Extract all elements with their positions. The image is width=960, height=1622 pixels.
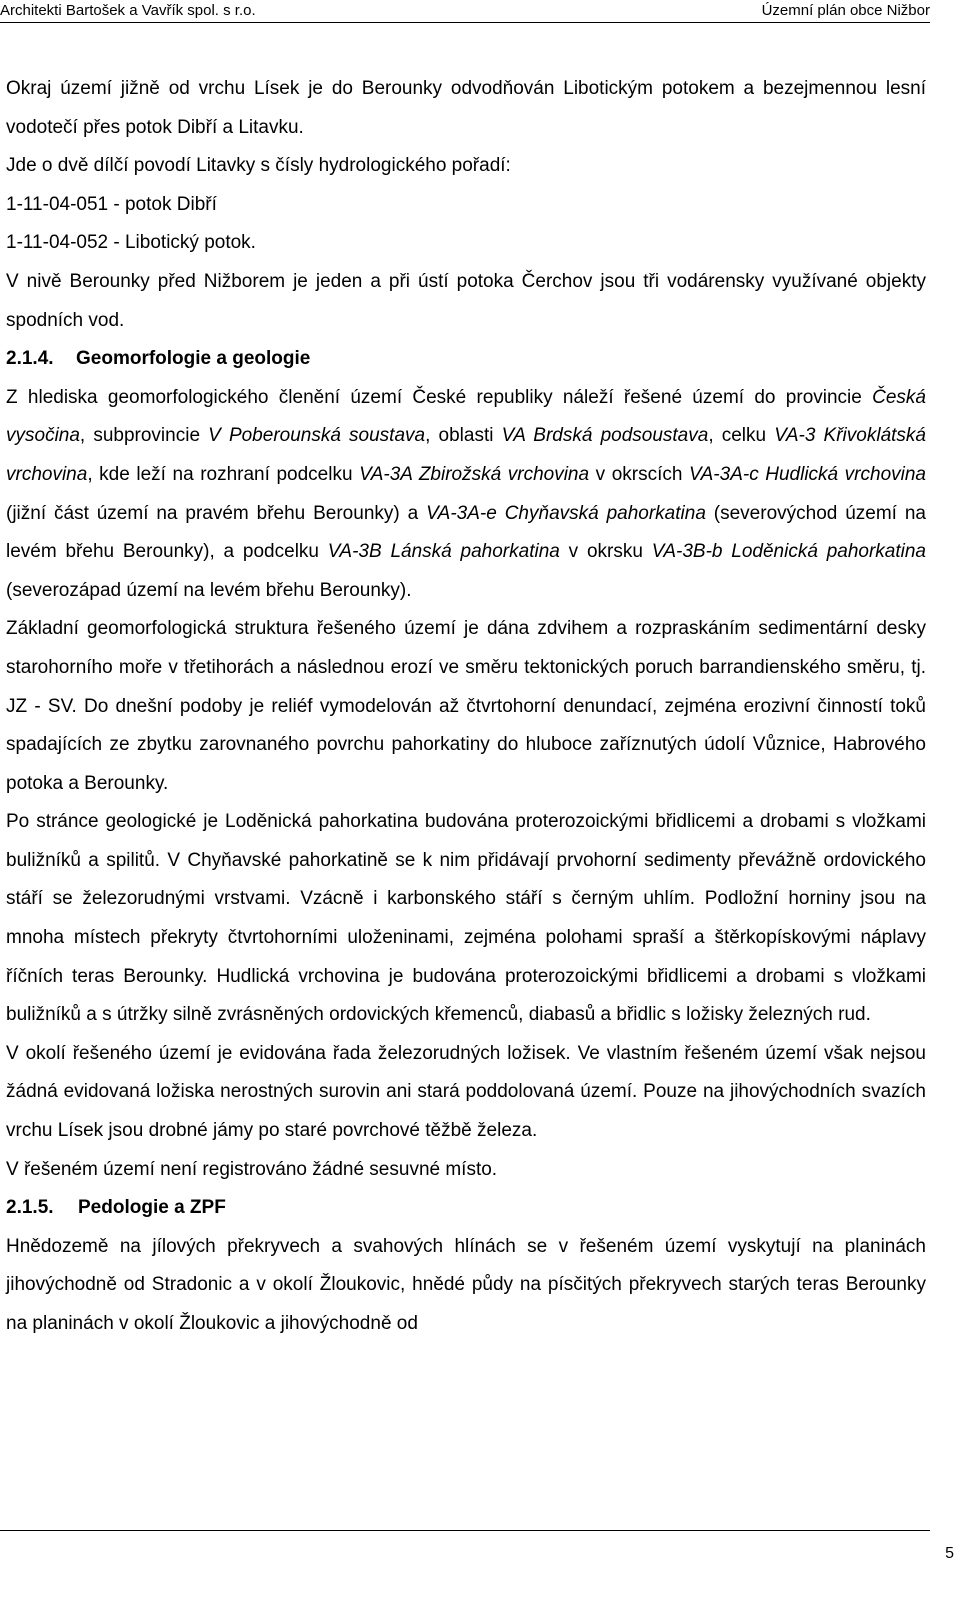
region-name: VA-3A Zbirožská vrchovina: [359, 463, 590, 485]
page-header: [0, 0, 930, 23]
region-name: VA-3A-c Hudlická vrchovina: [689, 463, 927, 485]
paragraph: V okolí řešeného území je evidována řada železorudných ložisek. Ve vlastním řešeném území však nejsou žádná evidovaná ložiska nerostných surovin ani stará poddolovaná území. Pouze na jihovýchodních svazích vrchu Lísek jsou drobné jámy po staré povrchové těžbě železa.: [6, 1042, 926, 1142]
section-title: Geomorfologie a geologie: [76, 348, 311, 370]
paragraph: V řešeném území není registrováno žádné sesuvné místo.: [6, 1158, 498, 1180]
paragraph: Po stránce geologické je Loděnická pahorkatina budována proterozoickými břidlicemi a drobami s vložkami buližníků a spilitů. V Chyňavské pahorkatině se k nim přidávají prvohorní sedimenty převážně ordovického stáří se železorudnými vrstvami. Vzácně i karbonského stáří s černým uhlím. Podložní horniny jsou na mnoha místech překryty čtvrtohorními uloženinami, zejména polohami spraší a štěrkopískovými náplavy říčních teras Berounky. Hudlická vrchovina je budována proterozoickými břidlicemi a drobami s vložkami buližníků a s útržky silně zvrásněných ordovických křemenců, diabasů a břidlic s ložisky železných rud.: [6, 811, 926, 1026]
document-body: [6, 70, 926, 1344]
page-number: 5: [945, 1545, 954, 1562]
paragraph: Z hlediska geomorfologického členění území České republiky náleží řešené území do provincie Česká vysočina, subprovincie V Poberounská soustava, oblasti VA Brdská podsoustava, celku VA-3 Křivoklátská vrchovina, kde leží na rozhraní podcelku VA-3A Zbirožská vrchovina v okrscích VA-3A-c Hudlická vrchovina (jižní část území na pravém břehu Berounky) a VA-3A-e Chyňavská pahorkatina (severovýchod území na levém břehu Berounky), a podcelku VA-3B Lánská pahorkatina v okrsku VA-3B-b Loděnická pahorkatina (severozápad území na levém břehu Berounky).: [6, 386, 927, 601]
paragraph: 1-11-04-052 - Libotický potok.: [6, 232, 256, 254]
section-number: 2.1.4.: [6, 348, 54, 370]
region-name: Česká vysočina: [6, 386, 926, 447]
paragraph: Základní geomorfologická struktura řešeného území je dána zdvihem a rozpraskáním sedimentární desky starohorního moře v třetihorách a následnou erozí ve směru tektonických poruch barrandienského směru, tj. JZ - SV. Do dnešní podoby je reliéf vymodelován až čtvrtohorní denundací, zejména erozivní činností toků spadajících ze zbytku zarovnaného povrchu pahorkatiny do hluboce zaříznutých údolí Vůznice, Habrového potoka a Berounky.: [6, 618, 926, 794]
region-name: VA-3B Lánská pahorkatina: [327, 541, 560, 563]
section-title: Pedologie a ZPF: [78, 1197, 226, 1219]
section-heading-pedologie: [6, 1189, 926, 1228]
region-name: VA-3B-b Loděnická pahorkatina: [651, 541, 926, 563]
paragraph: Hnědozemě na jílových překryvech a svahových hlínách se v řešeném území vyskytují na planinách jihovýchodně od Stradonic a v okolí Žloukovic, hnědé půdy na písčitých překryvech starých teras Berounky na planinách v okolí Žloukovic a jihovýchodně od: [6, 1235, 926, 1334]
header-company: Architekti Bartošek a Vavřík spol. s r.o.: [0, 2, 256, 19]
paragraph: Jde o dvě dílčí povodí Litavky s čísly hydrologického pořadí:: [6, 155, 511, 177]
paragraph: 1-11-04-051 - potok Dibří: [6, 193, 217, 215]
paragraph: V nivě Berounky před Nižborem je jeden a při ústí potoka Čerchov jsou tři vodárensky využívané objekty spodních vod.: [6, 270, 926, 331]
section-number: 2.1.5.: [6, 1197, 54, 1219]
footer-rule: [0, 1530, 930, 1531]
region-name: VA Brdská podsoustava: [501, 425, 709, 447]
region-name: V Poberounská soustava: [208, 425, 426, 447]
section-heading-geomorfologie: [6, 340, 926, 379]
header-document-title: Územní plán obce Nižbor: [761, 2, 930, 19]
paragraph: Okraj území jižně od vrchu Lísek je do Berounky odvodňován Libotickým potokem a bezejmennou lesní vodotečí přes potok Dibří a Litavku.: [6, 78, 926, 138]
region-name: VA-3 Křivoklátská vrchovina: [6, 425, 926, 485]
region-name: VA-3A-e Chyňavská pahorkatina: [426, 502, 706, 524]
